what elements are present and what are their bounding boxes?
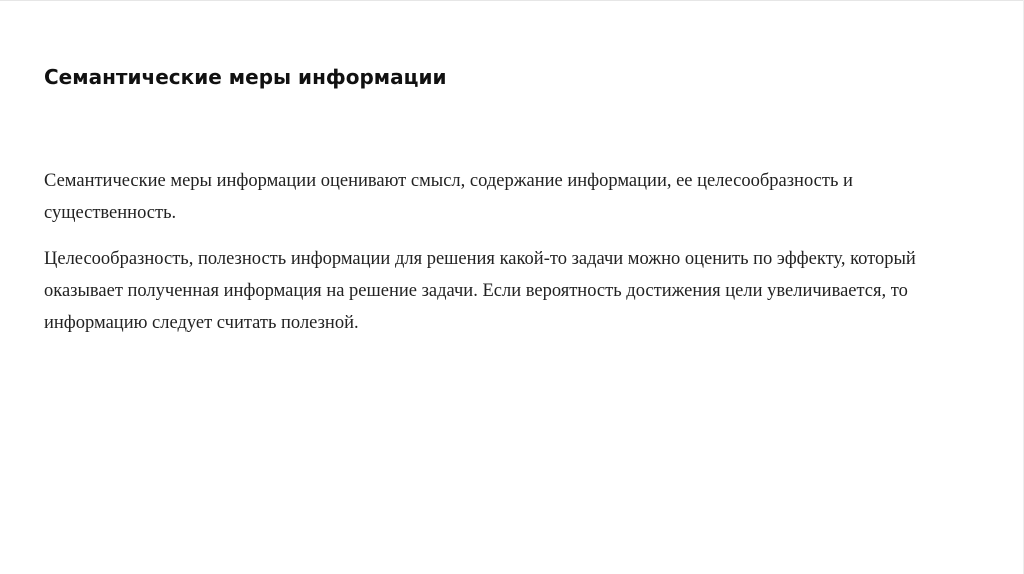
slide-body [44,165,974,353]
paragraph-1: Семантические меры информации оценивают смысл, содержание информации, ее целесообразность и существенность. [44,171,853,223]
slide-title: Семантические меры информации [44,65,447,89]
paragraph-2: Целесообразность, полезность информации для решения какой-то задачи можно оценить по эффекту, который оказывает полученная информация на решение задачи. Если вероятность достижения цели увеличивается, то информацию следует считать полезной. [44,249,916,333]
top-border [0,0,1024,1]
